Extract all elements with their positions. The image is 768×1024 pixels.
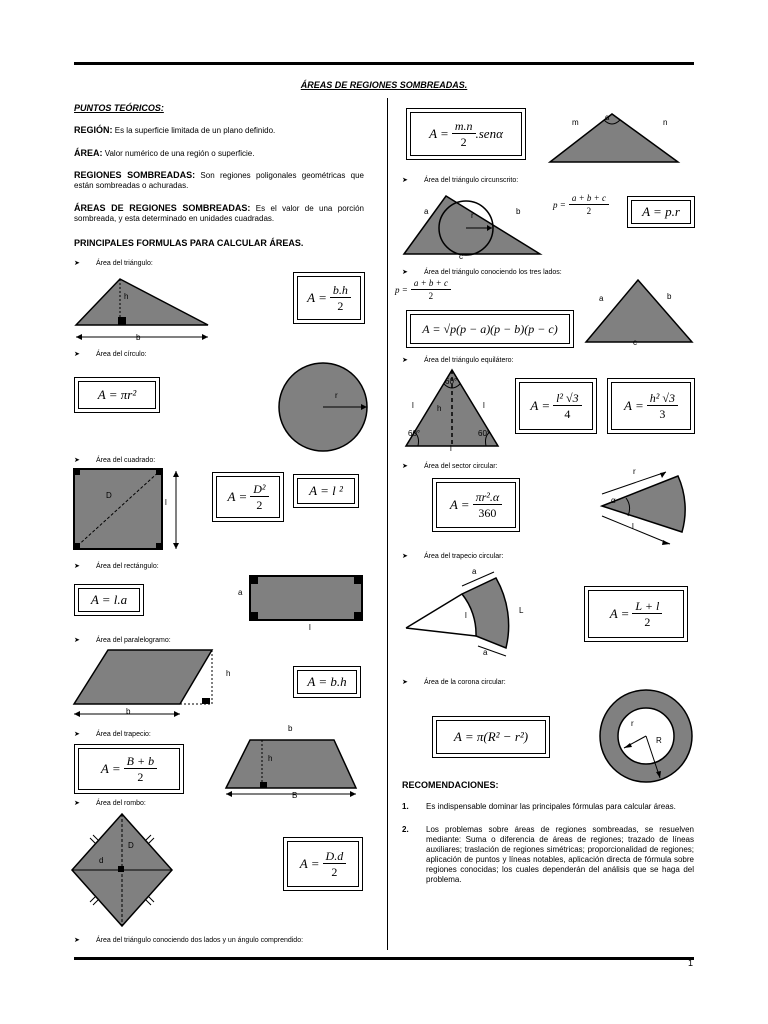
ring-diagram bbox=[598, 688, 694, 784]
formula-semiperimeter: p = $\frac{a + b + c}{2}$ bbox=[553, 193, 609, 217]
formulas-heading: PRINCIPALES FORMULAS PARA CALCULAR ÁREAS. bbox=[74, 238, 304, 248]
circumscribed-triangle-diagram bbox=[402, 192, 542, 262]
label-a: a bbox=[238, 588, 243, 597]
recommendations-heading: RECOMENDACIONES: bbox=[402, 780, 499, 790]
label-alpha: α bbox=[611, 496, 616, 505]
label-l: l bbox=[165, 498, 167, 507]
rec-text: Los problemas sobre áreas de regiones sombreadas, se resuelven mediante: Suma o diferencia de áreas de regiones; trazado de líneas auxiliares; traslación de regiones simétricas; proporcionalidad de regiones; aplicación de puntos y líneas notables, aplicación directa de fórmula sobre regiones conocidas; los cuales dependerán del análisis que se haga del problema. bbox=[426, 825, 694, 884]
sine-triangle-diagram bbox=[546, 112, 682, 164]
page-number: 1 bbox=[688, 958, 694, 968]
label-B: B bbox=[292, 791, 298, 800]
bullet-label: Área del triángulo circunscrito: bbox=[424, 177, 519, 184]
label-a: a bbox=[472, 567, 477, 576]
bottom-rule bbox=[74, 957, 694, 960]
bullet-label: Área del rectángulo: bbox=[96, 563, 159, 570]
label-a: a bbox=[483, 648, 488, 657]
def-shaded-regions bbox=[74, 170, 364, 191]
rec-number: 1. bbox=[402, 802, 409, 811]
formula-rhombus: A = $\frac{D.d}{2}$ bbox=[283, 837, 363, 891]
theory-heading: PUNTOS TEÓRICOS: bbox=[74, 103, 164, 113]
formula-square-diagonal: A = $\frac{\text{D²}}{2}$ bbox=[212, 472, 284, 522]
formula-equilateral-side: A = $\frac{\text{l² √3}}{4}$ bbox=[515, 378, 597, 434]
label-r: r bbox=[335, 391, 338, 400]
bullet-trapezoid: ➤ Área del trapecio: bbox=[74, 731, 151, 738]
formula-rectangle: A = l.a bbox=[74, 584, 144, 616]
def-region bbox=[74, 125, 364, 136]
bullet-label: Área del sector circular: bbox=[424, 463, 498, 470]
label-c: c bbox=[459, 252, 463, 261]
rhombus-diagram bbox=[70, 812, 176, 930]
bullet-circle: ➤ Área del círculo: bbox=[74, 351, 147, 358]
circle-diagram bbox=[278, 362, 368, 452]
bullet-label: Área del cuadrado: bbox=[96, 457, 156, 464]
formula-trapezoid: A = $\frac{B + b}{2}$ bbox=[74, 744, 184, 794]
label-60-top: 60° bbox=[445, 377, 458, 386]
bullet-label: Área del rombo: bbox=[96, 800, 146, 807]
formula-circular-trapezoid: A = $\frac{L + l}{2}$ bbox=[584, 586, 688, 642]
formula-heron: A = √p(p − a)(p − b)(p − c) bbox=[406, 310, 574, 348]
def-text: Valor numérico de una región o superficie. bbox=[102, 149, 255, 158]
label-D: D bbox=[106, 491, 112, 500]
bullet-label: Área del círculo: bbox=[96, 351, 147, 358]
page-title: ÁREAS DE REGIONES SOMBREADAS. bbox=[300, 80, 468, 90]
circular-trapezoid-diagram bbox=[402, 568, 522, 660]
bullet-triangle: ➤ Área del triángulo: bbox=[74, 260, 153, 267]
def-text: Son regiones poligonales geométricas que están sombreadas o achuradas. bbox=[74, 171, 364, 190]
label-a: a bbox=[599, 294, 604, 303]
def-term: REGIÓN: bbox=[74, 125, 113, 135]
rec-text: Es indispensable dominar las principales fórmulas para calcular áreas. bbox=[426, 802, 676, 811]
label-m: m bbox=[572, 118, 579, 127]
bullet-heron: ➤ Área del triángulo conociendo los tres lados: bbox=[402, 269, 562, 276]
label-r: r bbox=[633, 467, 636, 476]
label-R: R bbox=[656, 736, 662, 745]
formula-sector: A = $\frac{\text{πr².α}}{360}$ bbox=[432, 478, 520, 532]
formula-square-side: A = l ² bbox=[293, 474, 359, 508]
rectangle-diagram bbox=[248, 574, 364, 622]
label-D: D bbox=[128, 841, 134, 850]
bullet-label: Área de la corona circular: bbox=[424, 679, 506, 686]
label-r: r bbox=[631, 719, 634, 728]
label-h: h bbox=[124, 292, 129, 301]
sector-diagram bbox=[596, 472, 696, 552]
def-text: Es el valor de una porción sombreada, y esta determinado en unidades cuadradas. bbox=[74, 204, 364, 223]
def-area bbox=[74, 148, 364, 159]
label-l: l bbox=[632, 522, 634, 531]
label-b: b bbox=[516, 207, 521, 216]
column-divider bbox=[387, 98, 388, 950]
formula-ring: A = π(R² − r²) bbox=[432, 716, 550, 758]
formula-sine-area: A = $\frac{m.n}{2}$ .senα bbox=[406, 108, 526, 160]
formula-semiperimeter: p = $\frac{a + b + c}{2}$ bbox=[395, 278, 451, 302]
def-shaded-areas bbox=[74, 203, 364, 224]
label-c: c bbox=[633, 338, 637, 347]
formula-circumscribed: A = p.r bbox=[627, 196, 695, 228]
bullet-parallelogram: ➤ Área del paralelogramo: bbox=[74, 637, 171, 644]
formula-parallelogram: A = b.h bbox=[293, 666, 361, 698]
label-b: b bbox=[667, 292, 672, 301]
label-l: l bbox=[412, 401, 414, 410]
label-h: h bbox=[226, 669, 231, 678]
def-text: Es la superficie limitada de un plano definido. bbox=[112, 126, 276, 135]
bullet-label: Área del paralelogramo: bbox=[96, 637, 171, 644]
formula-triangle: A = $\frac{b.h}{2}$ bbox=[293, 272, 365, 324]
bullet-equilateral: ➤ Área del triángulo equilátero: bbox=[402, 357, 514, 364]
label-h: h bbox=[437, 404, 442, 413]
label-l: l bbox=[465, 611, 467, 620]
label-a: a bbox=[424, 207, 429, 216]
bullet-circular-trapezoid: ➤ Área del trapecio circular: bbox=[402, 553, 504, 560]
label-b: b bbox=[136, 333, 141, 342]
formula-equilateral-height: A = $\frac{\text{h² √3}}{3}$ bbox=[607, 378, 695, 434]
bullet-label: Área del triángulo equilátero: bbox=[424, 357, 514, 364]
bullet-circumscribed: ➤ Área del triángulo circunscrito: bbox=[402, 177, 519, 184]
label-L: L bbox=[519, 606, 524, 615]
label-l: l bbox=[483, 401, 485, 410]
bullet-label: Área del triángulo: bbox=[96, 260, 153, 267]
formula-circle: A = πr² bbox=[74, 377, 160, 413]
def-term: ÁREA: bbox=[74, 148, 103, 158]
bullet-rectangle: ➤ Área del rectángulo: bbox=[74, 563, 159, 570]
bullet-square: ➤ Área del cuadrado: bbox=[74, 457, 156, 464]
bullet-rhombus: ➤ Área del rombo: bbox=[74, 800, 146, 807]
parallelogram-diagram bbox=[72, 646, 222, 718]
bullet-triangle-angle: ➤ Área del triángulo conociendo dos lados y un ángulo comprendido: bbox=[74, 937, 304, 944]
label-60-left: 60° bbox=[408, 429, 421, 438]
top-rule bbox=[74, 62, 694, 65]
bullet-label: Área del trapecio circular: bbox=[424, 553, 504, 560]
label-alpha: α bbox=[605, 113, 610, 122]
square-diagram bbox=[72, 467, 187, 552]
rec-number: 2. bbox=[402, 825, 409, 834]
label-r: r bbox=[471, 211, 474, 220]
bullet-label: Área del trapecio: bbox=[96, 731, 151, 738]
label-l: l bbox=[309, 623, 311, 632]
def-term: REGIONES SOMBREADAS: bbox=[74, 170, 196, 180]
heron-triangle-diagram bbox=[584, 278, 694, 346]
label-n: n bbox=[663, 118, 668, 127]
label-d: d bbox=[99, 856, 104, 865]
label-b: b bbox=[126, 707, 131, 716]
bullet-ring: ➤ Área de la corona circular: bbox=[402, 679, 506, 686]
triangle-diagram bbox=[70, 275, 220, 345]
label-l: l bbox=[450, 444, 452, 453]
label-60-right: 60° bbox=[478, 429, 491, 438]
bullet-label: Área del triángulo conociendo los tres lados: bbox=[424, 269, 562, 276]
bullet-label: Área del triángulo conociendo dos lados y un ángulo comprendido: bbox=[96, 937, 304, 944]
bullet-sector: ➤ Área del sector circular: bbox=[402, 463, 498, 470]
label-b: b bbox=[288, 724, 293, 733]
label-h: h bbox=[268, 754, 273, 763]
def-term: ÁREAS DE REGIONES SOMBREADAS: bbox=[74, 203, 251, 213]
